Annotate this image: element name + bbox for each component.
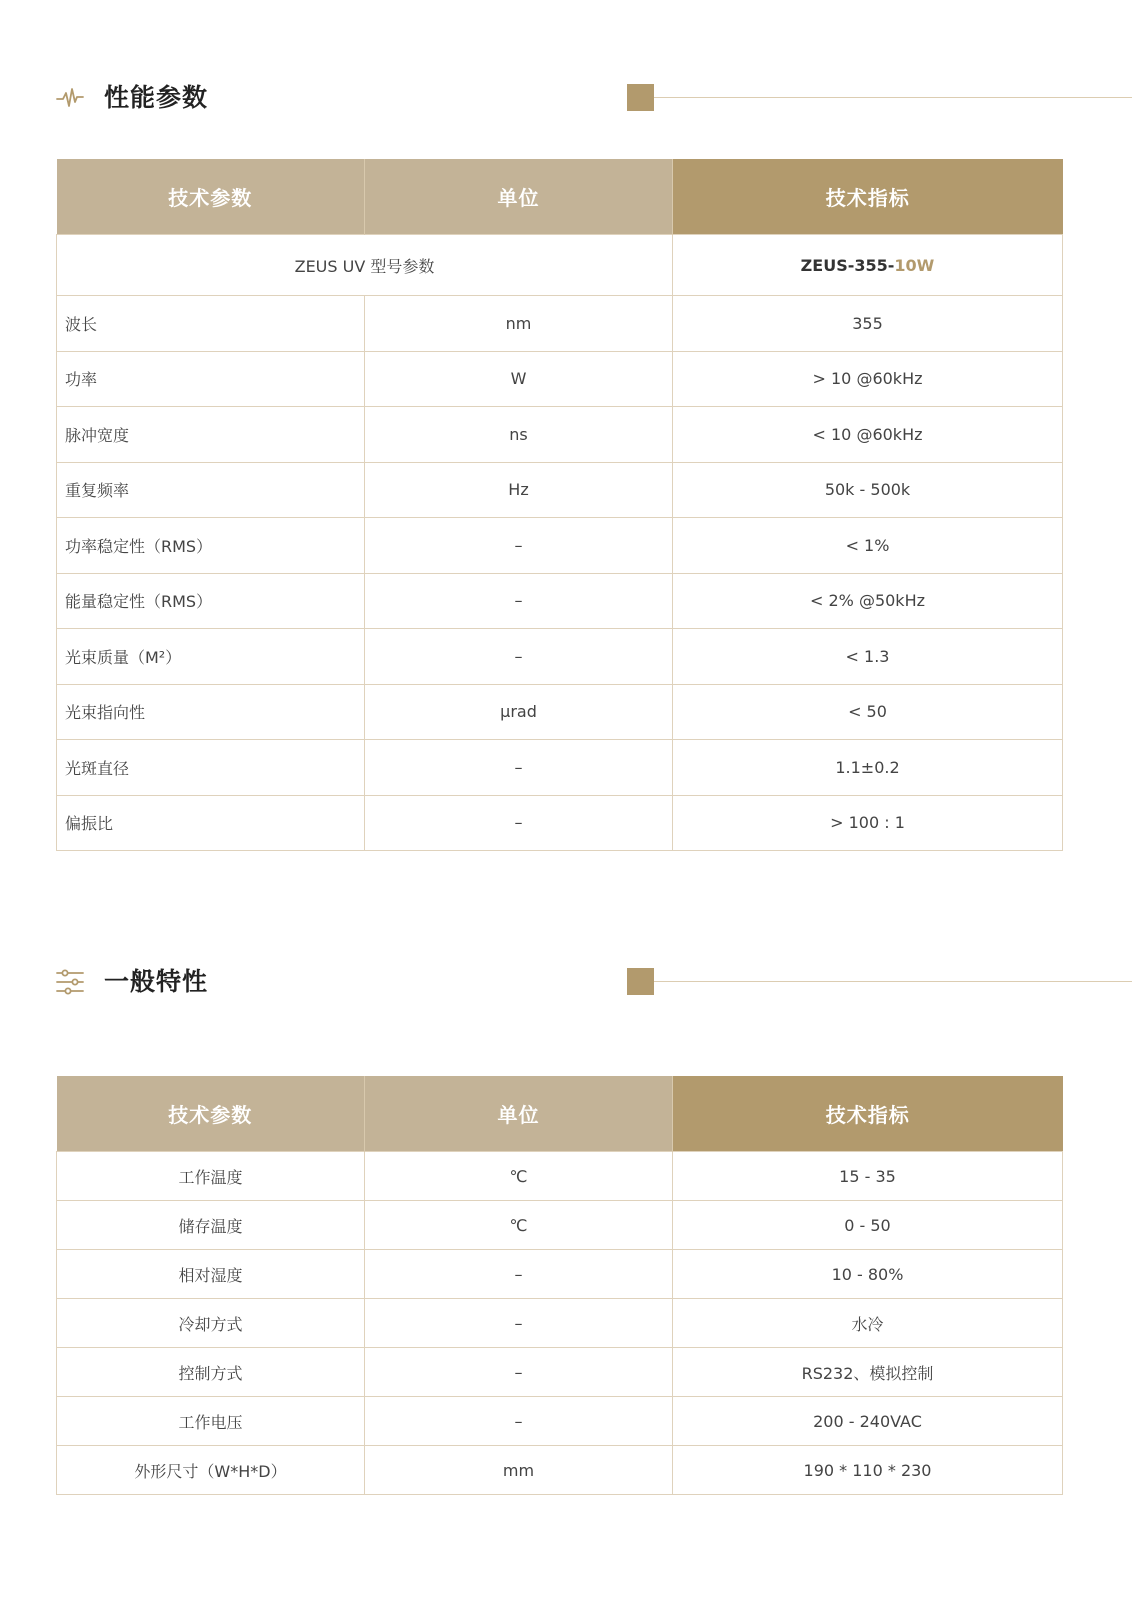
param-cell: 工作温度 [57,1152,365,1201]
pulse-icon [56,84,84,112]
performance-table [56,159,1063,851]
model-label: ZEUS UV 型号参数 [57,235,673,296]
model-row [57,235,1063,296]
param-cell: 相对湿度 [57,1250,365,1299]
table-row [57,351,1063,407]
section-header-performance [56,78,1132,118]
value-cell: 水冷 [673,1299,1063,1348]
param-cell: 冷却方式 [57,1299,365,1348]
header-unit: 单位 [365,159,673,235]
decorative-square [627,84,654,111]
table-row [57,1299,1063,1348]
unit-cell: – [365,795,673,851]
table-row [57,573,1063,629]
unit-cell: μrad [365,684,673,740]
header-unit: 单位 [365,1076,673,1152]
table-row [57,462,1063,518]
sliders-icon [56,968,84,996]
header-value: 技术指标 [673,159,1063,235]
model-name [673,235,1063,296]
model-suffix: 10W [894,255,935,275]
table-row [57,1250,1063,1299]
value-cell: 15 - 35 [673,1152,1063,1201]
param-cell: 能量稳定性（RMS） [57,573,365,629]
value-cell: 190 * 110 * 230 [673,1446,1063,1495]
unit-cell: ℃ [365,1152,673,1201]
table-row [57,1348,1063,1397]
table-row [57,407,1063,463]
param-cell: 脉冲宽度 [57,407,365,463]
section-title: 性能参数 [104,83,209,112]
value-cell: RS232、模拟控制 [673,1348,1063,1397]
header-param: 技术参数 [57,159,365,235]
section-header-general [56,962,1132,1002]
unit-cell: – [365,740,673,796]
unit-cell: Hz [365,462,673,518]
unit-cell: – [365,629,673,685]
table-header-row [57,159,1063,235]
value-cell: 50k - 500k [673,462,1063,518]
table-row [57,684,1063,740]
header-value: 技术指标 [673,1076,1063,1152]
table-row [57,1446,1063,1495]
unit-cell: ℃ [365,1201,673,1250]
param-cell: 重复频率 [57,462,365,518]
value-cell: < 2% @50kHz [673,573,1063,629]
table-row [57,1152,1063,1201]
value-cell: < 50 [673,684,1063,740]
table-row [57,518,1063,574]
param-cell: 光束质量（M²） [57,629,365,685]
model-prefix: ZEUS-355- [800,255,895,275]
general-table [56,1076,1063,1495]
value-cell: 355 [673,296,1063,352]
param-cell: 功率 [57,351,365,407]
table-header-row [57,1076,1063,1152]
param-cell: 外形尺寸（W*H*D） [57,1446,365,1495]
param-cell: 控制方式 [57,1348,365,1397]
param-cell: 偏振比 [57,795,365,851]
value-cell: > 100 : 1 [673,795,1063,851]
param-cell: 储存温度 [57,1201,365,1250]
section-title: 一般特性 [104,967,209,996]
decorative-square [627,968,654,995]
param-cell: 工作电压 [57,1397,365,1446]
unit-cell: – [365,1348,673,1397]
unit-cell: mm [365,1446,673,1495]
unit-cell: ns [365,407,673,463]
decorative-line [654,981,1132,982]
value-cell: 0 - 50 [673,1201,1063,1250]
unit-cell: – [365,518,673,574]
unit-cell: W [365,351,673,407]
param-cell: 光束指向性 [57,684,365,740]
value-cell: < 10 @60kHz [673,407,1063,463]
table-row [57,1397,1063,1446]
table-row [57,296,1063,352]
value-cell: > 10 @60kHz [673,351,1063,407]
unit-cell: – [365,1397,673,1446]
table-row [57,1201,1063,1250]
param-cell: 功率稳定性（RMS） [57,518,365,574]
unit-cell: nm [365,296,673,352]
unit-cell: – [365,573,673,629]
param-cell: 光斑直径 [57,740,365,796]
value-cell: < 1% [673,518,1063,574]
header-param: 技术参数 [57,1076,365,1152]
table-row [57,629,1063,685]
table-row [57,740,1063,796]
decorative-line [654,97,1132,98]
value-cell: < 1.3 [673,629,1063,685]
value-cell: 1.1±0.2 [673,740,1063,796]
unit-cell: – [365,1250,673,1299]
value-cell: 200 - 240VAC [673,1397,1063,1446]
unit-cell: – [365,1299,673,1348]
param-cell: 波长 [57,296,365,352]
value-cell: 10 - 80% [673,1250,1063,1299]
table-row [57,795,1063,851]
